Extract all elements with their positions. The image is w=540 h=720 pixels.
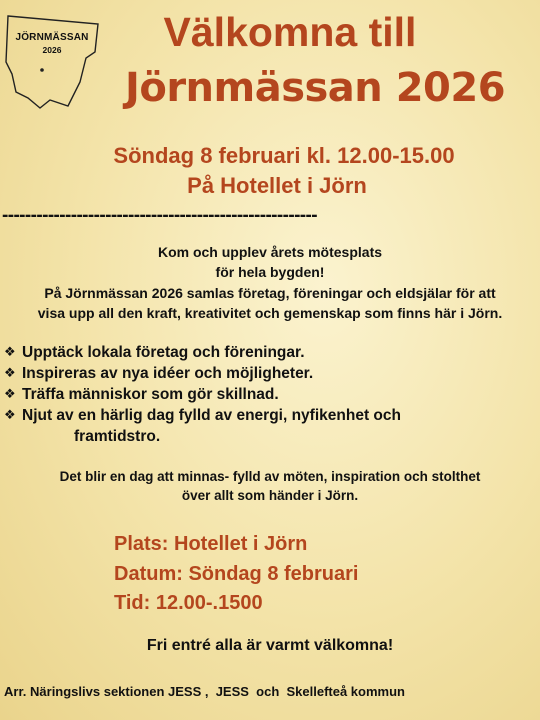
event-date: Söndag 8 februari kl. 12.00-15.00 xyxy=(113,143,455,168)
organizer-text: Arr. Näringslivs sektionen JESS , JESS och Skellefteå kommun xyxy=(4,684,405,699)
detail-date: Datum: Söndag 8 februari xyxy=(114,563,359,585)
diamond-bullet-icon: ❖ xyxy=(4,387,16,402)
heading-line-1: Välkomna till xyxy=(163,9,417,55)
diamond-bullet-icon: ❖ xyxy=(4,345,16,360)
list-item: ❖ Inspireras av nya idéer och möjligheter. xyxy=(4,365,314,382)
closing-line-1: Det blir en dag att minnas- fylld av möten, inspiration och stolthet xyxy=(59,469,481,484)
closing-line-2: över allt som händer i Jörn. xyxy=(181,488,359,503)
logo-title: JÖRNMÄSSAN xyxy=(15,32,89,43)
dashed-divider: ------------------------------------------------------- xyxy=(2,205,317,226)
detail-time: Tid: 12.00-.1500 xyxy=(114,592,263,614)
list-item: ❖ Upptäck lokala företag och föreningar. xyxy=(4,344,305,361)
list-item: ❖ Träffa människor som gör skillnad. xyxy=(4,386,279,403)
logo-year: 2026 xyxy=(42,45,62,55)
heading-line-2: Jörnmässan 2026 xyxy=(124,65,506,111)
intro-line-4: visa upp all den kraft, kreativitet och gemenskap som finns här i Jörn. xyxy=(37,305,503,321)
detail-place: Plats: Hotellet i Jörn xyxy=(114,533,308,555)
list-item: ❖ Njut av en härlig dag fylld av energi, nyfikenhet och framtidstro. xyxy=(4,405,524,447)
highlights-list xyxy=(4,342,524,447)
free-entry-text: Fri entré alla är varmt välkomna! xyxy=(146,637,394,654)
diamond-bullet-icon: ❖ xyxy=(4,408,16,423)
intro-line-2: för hela bygden! xyxy=(215,264,325,280)
intro-line-1: Kom och upplev årets mötesplats xyxy=(157,244,383,260)
diamond-bullet-icon: ❖ xyxy=(4,366,16,381)
list-item-continuation: framtidstro. xyxy=(74,428,161,445)
event-venue: På Hotellet i Jörn xyxy=(187,173,367,198)
intro-line-3: På Jörnmässan 2026 samlas företag, föreningar och eldsjälar för att xyxy=(44,285,496,301)
